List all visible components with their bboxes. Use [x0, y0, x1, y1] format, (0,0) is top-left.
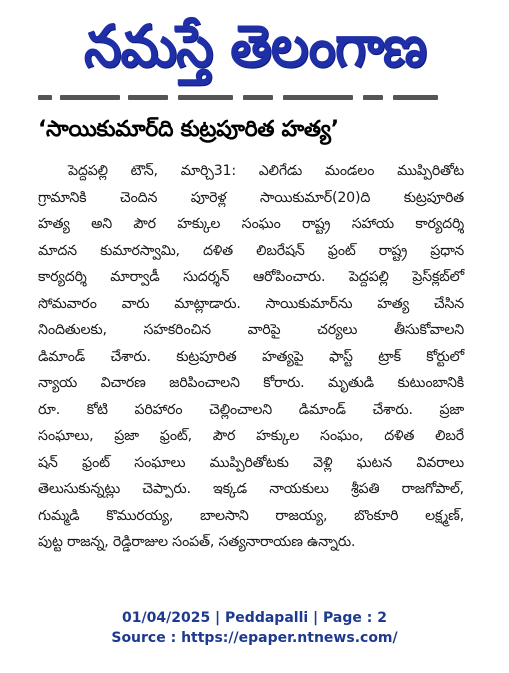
article-line: పుట్ట రాజన్న, రెడ్డిరాజుల సంపత్, సత్యనారాయణ ఉన్నారు.: [38, 534, 356, 550]
clipped-text-strip: [38, 95, 438, 101]
article-line: సంఘాలు, ప్రజా ఫ్రంట్, పౌర హక్కుల సంఘం, దళిత లిబరే: [38, 428, 464, 444]
article-line: సోమవారం వారు మాట్లాడారు. సాయికుమార్‌ను హత్య చేసిన: [38, 295, 464, 312]
article-line: న్యాయ విచారణ జరిపించాలని కోరారు. మృతుడి కుటుంబానికి: [38, 375, 464, 391]
article-line: గ్రామానికి చెందిన పూరెళ్ల సాయికుమార్(20)ది కుట్రపూరిత: [38, 189, 464, 206]
masthead-title: నమస్తే తెలంగాణ: [83, 12, 427, 80]
footer-dateline: 01/04/2025 | Peddapalli | Page : 2: [122, 610, 387, 626]
article-line: షన్ ఫ్రంట్ సంఘాలు ముప్పిరితోటకు వెళ్లి ఘటన వివరాలు: [38, 454, 464, 471]
masthead-logo: [30, 8, 480, 84]
article-line: రూ. కోటి పరిహారం చెల్లించాలని డిమాండ్ చేశారు. ప్రజా: [38, 401, 464, 418]
page-footer: [0, 608, 509, 648]
footer-source: Source : https://epaper.ntnews.com/: [111, 630, 398, 646]
article-line: నిందితులకు, సహకరించిన వారిపై చర్యలు తీసుకోవాలని: [38, 322, 464, 338]
article-line: తెలుసుకున్నట్లు చెప్పారు. ఇక్కడ నాయకులు శ్రీపతి రాజగోపాల్,: [38, 481, 464, 497]
article-line: గుమ్మడి కొమురయ్య, బాలసాని రాజయ్య, బొంకూరి లక్ష్మణ్,: [38, 507, 464, 524]
article-line: కార్యదర్శి మార్వాడీ సుదర్శన్ ఆరోపించారు. పెద్దపల్లి ప్రెస్‌క్లబ్‌లో: [38, 269, 464, 285]
article-line: పెద్దపల్లి టౌన్, మార్చి31: ఎలిగేడు మండలం ముప్పిరితోట: [68, 163, 464, 179]
article-line: మాదన కుమారస్వామి, దళిత లిబరేషన్ ఫ్రంట్ రాష్ట్ర ప్రధాన: [38, 242, 464, 259]
article-headline: ‘సాయికుమార్‌ది కుట్రపూరిత హత్య’: [38, 117, 339, 142]
article-headline-box: [38, 111, 440, 153]
article-body: [38, 158, 464, 583]
article-line: హత్య అని పౌర హక్కుల సంఘం రాష్ట్ర సహాయ కార్యదర్శి: [38, 216, 464, 232]
article-line: డిమాండ్ చేశారు. కుట్రపూరిత హత్యపై ఫాస్ట్ ట్రాక్ కోర్టులో: [38, 348, 464, 365]
